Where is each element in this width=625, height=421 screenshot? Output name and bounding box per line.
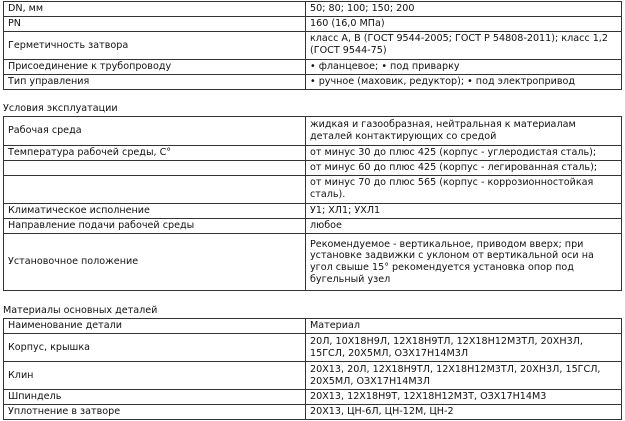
- table-row: [4, 176, 622, 204]
- table-row: [4, 2, 622, 17]
- table-row: [4, 17, 622, 32]
- column-header-part: Наименование детали: [4, 319, 306, 334]
- part-cell: Шпиндель: [4, 390, 306, 405]
- value-cell: • фланцевое; • под приварку: [306, 60, 622, 75]
- value-cell: класс А, В (ГОСТ 9544-2005; ГОСТ Р 54808-2011); класс 1,2 (ГОСТ 9544-75): [306, 32, 622, 60]
- param-cell: Тип управления: [4, 75, 306, 90]
- table-row: [4, 204, 622, 219]
- material-cell: 20Х13, ЦН-6Л, ЦН-12М, ЦН-2: [306, 405, 622, 420]
- param-cell: Рабочая среда: [4, 117, 306, 146]
- value-cell: • ручное (маховик, редуктор); • под электропривод: [306, 75, 622, 90]
- operating-conditions-table: [3, 116, 622, 291]
- specifications-table: [3, 1, 622, 90]
- table-row: [4, 405, 622, 420]
- material-cell: 20Л, 10Х18Н9Л, 12Х18Н9ТЛ, 12Х18Н12М3ТЛ, 20ХН3Л, 15ГСЛ, 20Х5МЛ, ОЗХ17Н14М3Л: [306, 334, 622, 362]
- table-row: [4, 117, 622, 146]
- table-row: [4, 334, 622, 362]
- column-header-material: Материал: [306, 319, 622, 334]
- value-cell: от минус 30 до плюс 425 (корпус - углеродистая сталь);: [306, 146, 622, 161]
- value-cell: 160 (16,0 МПа): [306, 17, 622, 32]
- param-cell: Герметичность затвора: [4, 32, 306, 60]
- table-row: [4, 161, 622, 176]
- value-cell: У1; ХЛ1; УХЛ1: [306, 204, 622, 219]
- table-row: [4, 32, 622, 60]
- material-cell: 20Х13, 20Л, 12Х18Н9ТЛ, 12Х18Н12М3ТЛ, 20ХН3Л, 15ГСЛ, 20Х5МЛ, ОЗХ17Н14М3Л: [306, 362, 622, 390]
- param-cell: [4, 176, 306, 204]
- param-cell: Климатическое исполнение: [4, 204, 306, 219]
- materials-table: [3, 318, 622, 420]
- value-cell: жидкая и газообразная, нейтральная к материалам деталей контактирующих со средой: [306, 117, 622, 146]
- value-cell: любое: [306, 219, 622, 234]
- table-row: [4, 362, 622, 390]
- value-cell: 50; 80; 100; 150; 200: [306, 2, 622, 17]
- table-row: [4, 60, 622, 75]
- table-row: [4, 75, 622, 90]
- param-cell: Присоединение к трубопроводу: [4, 60, 306, 75]
- table-header-row: [4, 319, 622, 334]
- part-cell: Клин: [4, 362, 306, 390]
- part-cell: Уплотнение в затворе: [4, 405, 306, 420]
- operating-conditions-title: Условия эксплуатации: [3, 103, 118, 114]
- table-row: [4, 234, 622, 291]
- param-cell: Направление подачи рабочей среды: [4, 219, 306, 234]
- param-cell: DN, мм: [4, 2, 306, 17]
- table-row: [4, 390, 622, 405]
- table-row: [4, 219, 622, 234]
- value-cell: от минус 70 до плюс 565 (корпус - коррозионностойкая сталь).: [306, 176, 622, 204]
- param-cell: [4, 161, 306, 176]
- part-cell: Корпус, крышка: [4, 334, 306, 362]
- param-cell: PN: [4, 17, 306, 32]
- value-cell: Рекомендуемое - вертикальное, приводом вверх; при установке задвижки с уклоном от вертикальной оси на угол свыше 15° рекомендуется установка опор под бугельный узел: [306, 234, 622, 291]
- materials-title: Материалы основных деталей: [3, 305, 158, 316]
- table-row: [4, 146, 622, 161]
- value-cell: от минус 60 до плюс 425 (корпус - легированная сталь);: [306, 161, 622, 176]
- param-cell: Установочное положение: [4, 234, 306, 291]
- param-cell: Температура рабочей среды, С°: [4, 146, 306, 161]
- material-cell: 20Х13, 12Х18Н9Т, 12Х18Н12М3Т, ОЗХ17Н14М3: [306, 390, 622, 405]
